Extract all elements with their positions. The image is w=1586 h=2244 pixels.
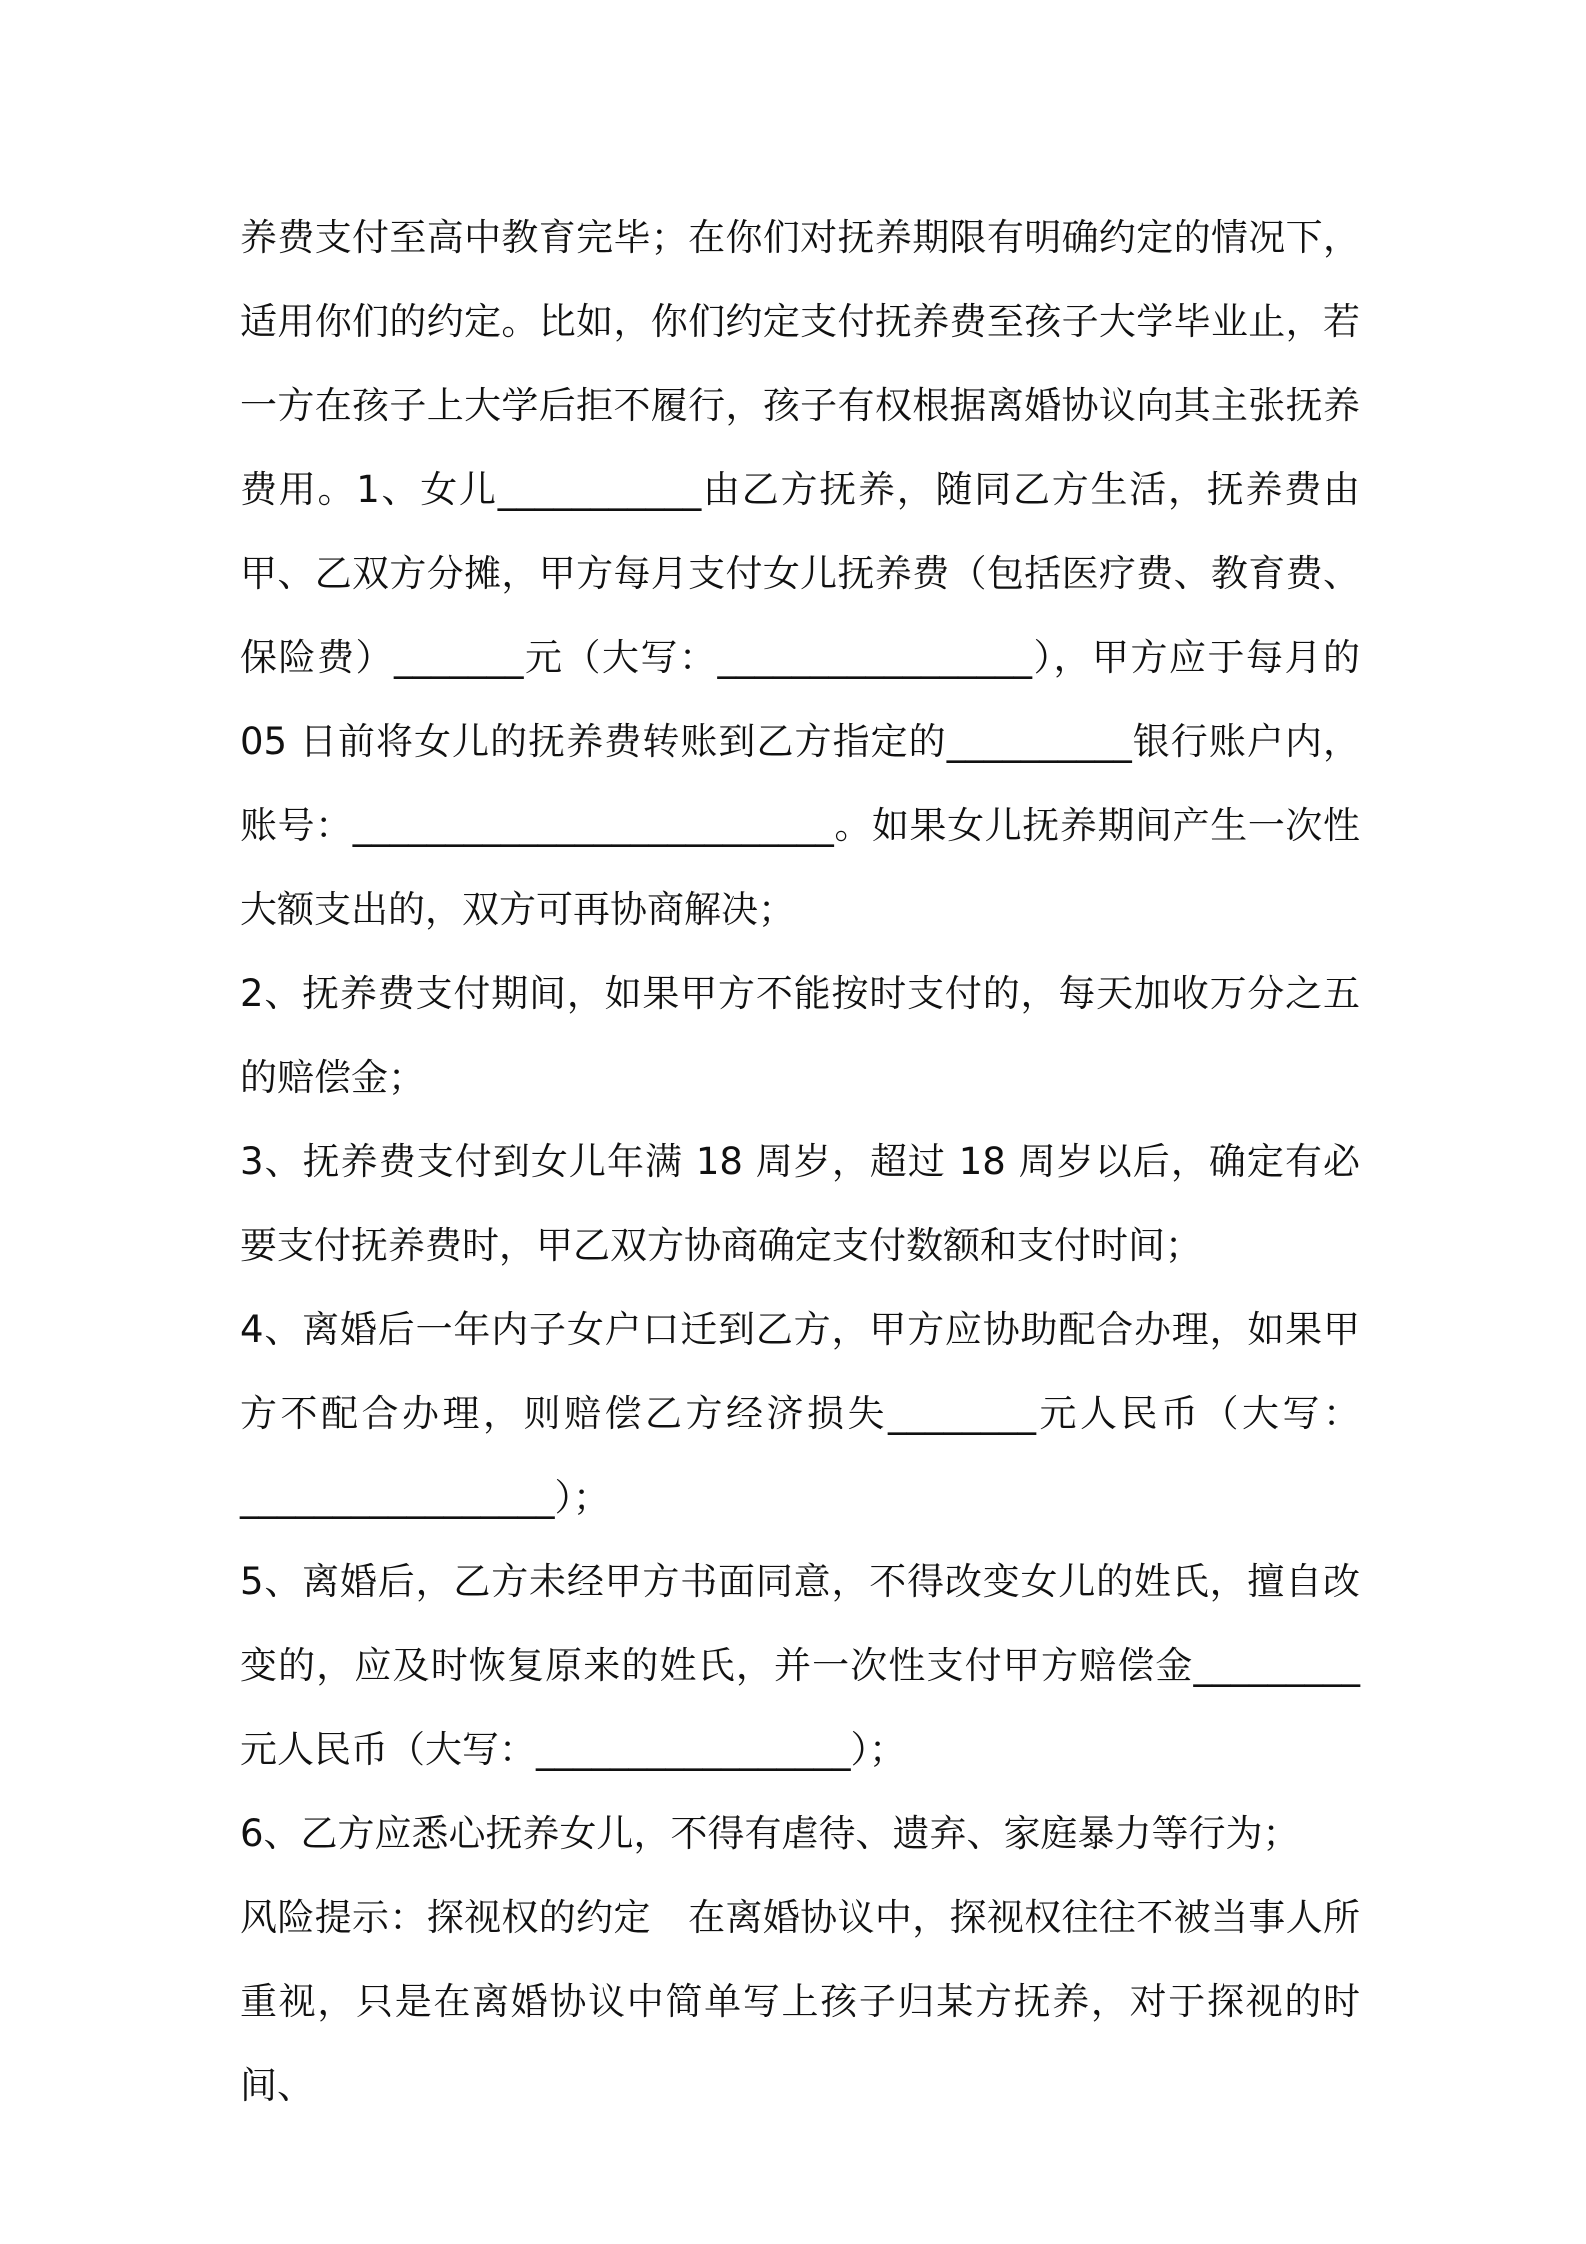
paragraph-clause-2: 2、抚养费支付期间，如果甲方不能按时支付的，每天加收万分之五的赔偿金； — [240, 972, 1360, 1099]
paragraph-risk-notice: 风险提示：探视权的约定 在离婚协议中，探视权往往不被当事人所重视，只是在离婚协议中简单写上孩子归某方抚养，对于探视的时间、 — [240, 1896, 1360, 2107]
paragraph-clause-6: 6、乙方应悉心抚养女儿，不得有虐待、遗弃、家庭暴力等行为； — [240, 1812, 1300, 1855]
paragraph-child-support-intro: 养费支付至高中教育完毕；在你们对抚养期限有明确约定的情况下，适用你们的约定。比如，你们约定支付抚养费至孩子大学毕业止，若一方在孩子上大学后拒不履行，孩子有权根据离婚协议向其主张抚养费用。1、女儿___________由乙方抚养，随同乙方生活，抚养费由甲、乙双方分摊，甲方每月支付女儿抚养费（包括医疗费、教育费、保险费）_______元（大写：_________________），甲方应于每月的 05 日前将女儿的抚养费转账到乙方指定的__________银行账户内，账号：__________________________。如果女儿抚养期间产生一次性大额支出的，双方可再协商解决； — [240, 216, 1360, 931]
paragraph-clause-4: 4、离婚后一年内子女户口迁到乙方，甲方应协助配合办理，如果甲方不配合办理，则赔偿乙方经济损失________元人民币（大写：_________________）； — [240, 1308, 1360, 1519]
document-body — [240, 196, 1360, 2128]
paragraph-clause-3: 3、抚养费支付到女儿年满 18 周岁，超过 18 周岁以后，确定有必要支付抚养费时，甲乙双方协商确定支付数额和支付时间； — [240, 1140, 1360, 1267]
paragraph-clause-5: 5、离婚后，乙方未经甲方书面同意，不得改变女儿的姓氏，擅自改变的，应及时恢复原来的姓氏，并一次性支付甲方赔偿金_________元人民币（大写：_________________）； — [240, 1560, 1360, 1771]
